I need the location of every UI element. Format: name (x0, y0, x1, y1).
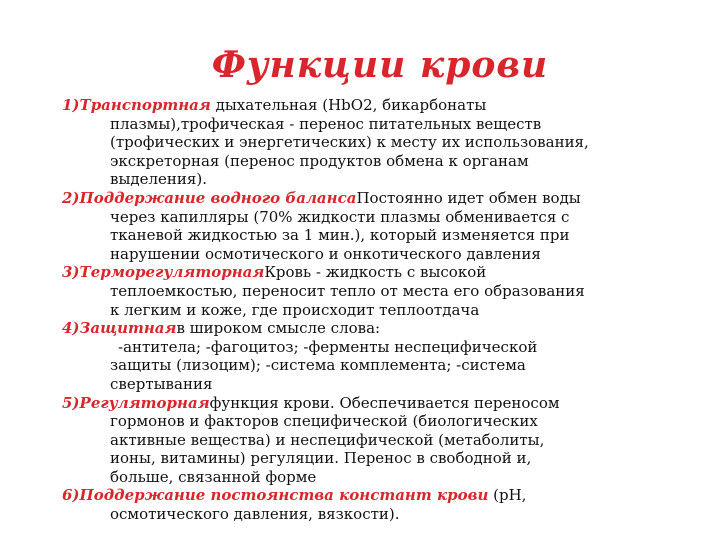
item-line: защиты (лизоцим); -система комплемента; -система (110, 356, 526, 375)
item-label: 4)Защитная (62, 319, 177, 338)
list-item-thermoregulation (62, 263, 702, 319)
item-line: свертывания (110, 374, 213, 393)
item-first-line: Кровь - жидкость с высокой (264, 263, 487, 282)
slide-title: Функции крови (211, 44, 549, 86)
item-first-line: в широком смысле слова: (176, 319, 381, 338)
item-line: нарушении осмотического и онкотического давления (110, 244, 541, 263)
list-item-regulatory (62, 394, 702, 487)
list-item-transport (62, 96, 702, 189)
item-first-line: дыхательная (HbO2, бикарбонаты (210, 96, 487, 114)
item-first-line: функция крови. Обеспечивается переносом (209, 393, 560, 412)
item-line: осмотического давления, вязкости). (110, 505, 400, 524)
item-label: 2)Поддержание водного баланса (62, 188, 357, 207)
list-item-water-balance (62, 189, 702, 263)
item-line: тканевой жидкостью за 1 мин.), который изменяется при (110, 226, 570, 245)
item-label: 3)Терморегуляторная (62, 263, 265, 282)
item-label: 5)Регуляторная (62, 393, 210, 412)
item-line: через капилляры (70% жидкости плазмы обменивается с (110, 207, 570, 226)
item-line: гормонов и факторов специфической (биологических (110, 412, 538, 431)
item-first-line: (pH, (488, 486, 527, 505)
list-item-constants (62, 486, 702, 523)
item-line: больше, связанной форме (110, 467, 317, 486)
item-line: экскреторная (перенос продуктов обмена к органам (110, 151, 529, 170)
functions-list (62, 96, 702, 524)
list-item-protective (62, 319, 702, 393)
item-line: теплоемкостью, переносит тепло от места его образования (110, 281, 585, 300)
item-line: ионы, витамины) регуляции. Перенос в свободной и, (110, 449, 532, 468)
item-line: (трофических и энергетических) к месту их использования, (110, 133, 589, 152)
item-label: 1)Транспортная (62, 96, 211, 114)
item-line: к легким и коже, где происходит теплоотдача (110, 300, 480, 319)
item-line: плазмы),трофическая - перенос питательных веществ (110, 114, 542, 133)
item-label: 6)Поддержание постоянства констант крови (62, 486, 489, 505)
item-line: активные вещества) и неспецифической (метаболиты, (110, 430, 545, 449)
item-sub-line: -антитела; -фагоцитоз; -ферменты неспецифической (118, 337, 538, 356)
item-first-line: Постоянно идет обмен воды (356, 188, 581, 207)
item-line: выделения). (110, 170, 207, 189)
